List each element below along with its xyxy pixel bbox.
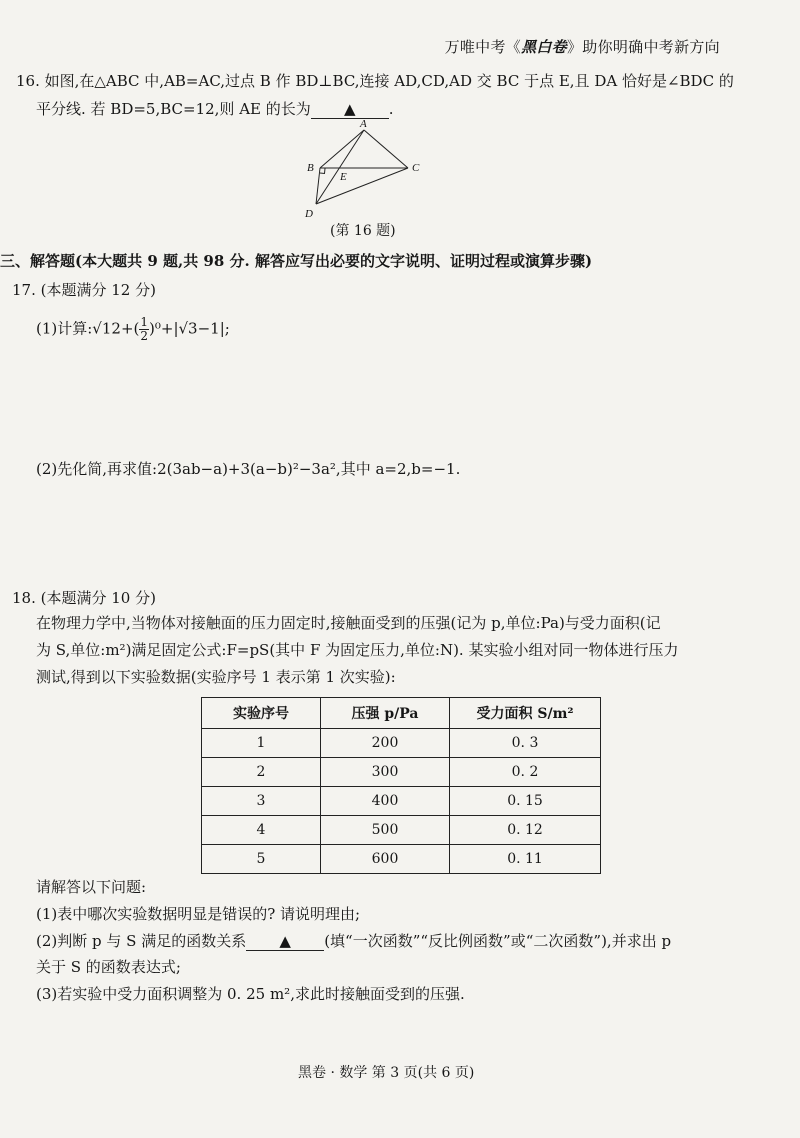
fraction-one-half: $\frac{1}{2}$ [140, 315, 149, 343]
q18-prompt: 请解答以下问题: [36, 878, 147, 896]
q17-title: 17. (本题满分 12 分) [12, 281, 156, 299]
table-cell: 0. 2 [450, 758, 601, 787]
q18-text-line2: 为 S,单位:m²)满足固定公式:F=pS(其中 F 为固定压力,单位:N). 某实验小组对同一物体进行压力 [36, 641, 679, 659]
label-d: D [305, 208, 313, 220]
page-header: 万唯中考《黑白卷》助你明确中考新方向 [444, 38, 720, 56]
experiment-table [201, 697, 601, 874]
segment-cd [316, 168, 408, 204]
label-e: E [340, 171, 347, 183]
q17-part1: (1)计算:√12+( $\frac{1}{2}$ )⁰+|√3−1|; [36, 315, 230, 343]
figure-caption: (第 16 题) [330, 223, 396, 239]
table-row [202, 758, 601, 787]
q18-subquestion-3: (3)若实验中受力面积调整为 0. 25 m²,求此时接触面受到的压强. [36, 985, 465, 1003]
table-cell: 300 [321, 758, 450, 787]
column-header: 实验序号 [202, 698, 321, 729]
table-row [202, 729, 601, 758]
label-c: C [412, 162, 420, 174]
q18-subquestion-2: (2)判断 p 与 S 满足的函数关系 ▲ (填“一次函数”“反比例函数”或“二次函数”),并求出 p [36, 932, 672, 950]
q18-title: 18. (本题满分 10 分) [12, 589, 156, 607]
table-cell: 1 [202, 729, 321, 758]
table-cell: 5 [202, 845, 321, 874]
q18-text-line1: 在物理力学中,当物体对接触面的压力固定时,接触面受到的压强(记为 p,单位:Pa)与受力面积(记 [36, 614, 661, 632]
table-cell: 0. 15 [450, 787, 601, 816]
q16-figure [300, 118, 430, 222]
table-row [202, 845, 601, 874]
table-cell: 0. 12 [450, 816, 601, 845]
column-header: 压强 p/Pa [321, 698, 450, 729]
answer-blank: ▲ [246, 932, 324, 951]
table-row [202, 787, 601, 816]
table-cell: 4 [202, 816, 321, 845]
brand-name: 黑白卷 [521, 38, 567, 56]
label-b: B [307, 162, 314, 174]
table-header-row [202, 698, 601, 729]
q16-line2: 平分线. 若 BD=5,BC=12,则 AE 的长为 ▲ . [36, 100, 394, 118]
q17-part2: (2)先化简,再求值:2(3ab−a)+3(a−b)²−3a²,其中 a=2,b=−1. [36, 460, 461, 478]
q18-subquestion-1: (1)表中哪次实验数据明显是错误的? 请说明理由; [36, 905, 361, 923]
table-cell: 500 [321, 816, 450, 845]
q18-text-line3: 测试,得到以下实验数据(实验序号 1 表示第 1 次实验): [36, 668, 396, 686]
column-header: 受力面积 S/m² [450, 698, 601, 729]
label-a: A [360, 118, 367, 130]
table-cell: 3 [202, 787, 321, 816]
table-cell: 400 [321, 787, 450, 816]
segment-ab [320, 130, 364, 168]
answer-blank: ▲ [311, 100, 389, 119]
table-cell: 600 [321, 845, 450, 874]
q16-line1: 16. 如图,在△ABC 中,AB=AC,过点 B 作 BD⊥BC,连接 AD,CD,AD 交 BC 于点 E,且 DA 恰好是∠BDC 的 [16, 72, 734, 90]
right-angle-mark [320, 169, 325, 174]
table-cell: 0. 11 [450, 845, 601, 874]
segment-ac [364, 130, 408, 168]
table-row [202, 816, 601, 845]
q18-subquestion-2-cont: 关于 S 的函数表达式; [36, 958, 181, 976]
table-cell: 200 [321, 729, 450, 758]
table-cell: 0. 3 [450, 729, 601, 758]
page-footer: 黑卷 · 数学 第 3 页(共 6 页) [298, 1065, 475, 1081]
table-cell: 2 [202, 758, 321, 787]
section-heading: 三、解答题(本大题共 9 题,共 98 分. 解答应写出必要的文字说明、证明过程或演算步骤) [0, 252, 593, 270]
segment-ad [316, 130, 364, 204]
